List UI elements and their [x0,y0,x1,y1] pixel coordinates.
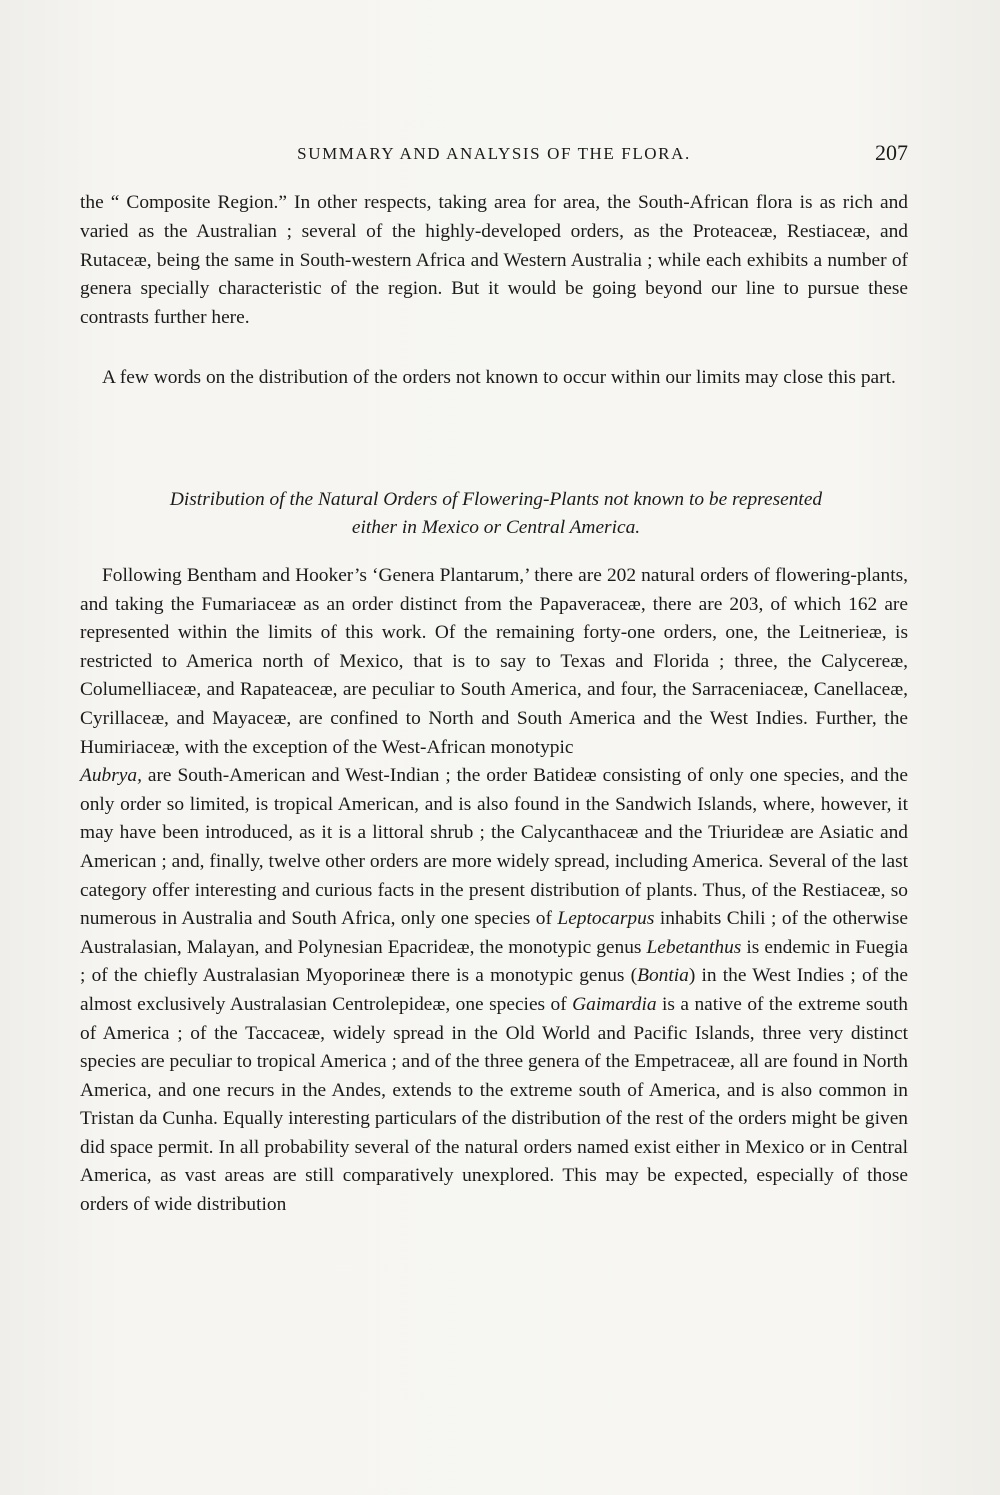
body-text-2: are South-American and West-Indian ; the order Batideæ consisting of only one species, and the only order so limited, is tropical American, and is also found in the Sandwich Islands, where, however, it may have been introduced, as it is a littoral shrub ; the Calycanthaceæ and the Triurideæ are Asiatic and American ; and, finally, twelve other orders are more widely spread, including America. Several of the last category offer interesting and curious facts in the present distribution of plants. Thus, of the Restiaceæ, so numerous in Australia and South Africa, only one species of [80,765,908,930]
genus-bontia: Bontia [637,965,689,987]
page-header [80,140,908,176]
paragraph-distribution [80,562,908,1220]
genus-lebetanthus: Lebetanthus [646,936,742,958]
body-text-6: is a native of the extreme south of America ; of the Taccaceæ, widely spread in the Old World and Pacific Islands, three very distinct species are peculiar to tropical America ; and of the three genera of the Empetraceæ, all are found in North America, and one recurs in the Andes, extends to the extreme south of America, and is also common in Tristan da Cunha. Equally interesting particulars of the distribution of the rest of the orders might be given did space permit. In all probability several of the natural orders named exist either in Mexico or in Central America, as vast areas are still comparatively unexplored. This may be expected, especially of those orders of wide distribution [80,993,908,1216]
paragraph-composite-region: the “ Composite Region.” In other respects, taking area for area, the South-African flora is as rich and varied as the Australian ; several of the highly-developed orders, as the Proteaceæ, Restiaceæ, and Rutaceæ, being the same in South-western Africa and Western Australia ; while each exhibits a number of genera specially characteristic of the region. But it would be going beyond our line to pursue these contrasts further here. [80,192,908,329]
body-text-5: ) in the West Indies ; of the almost exclusively Australasian Centrolepideæ, one species of [80,965,909,1015]
body-text-1: Following Bentham and Hooker’s ‘Genera Plantarum,’ there are 202 natural orders of flowering-plants, and taking the Fumariaceæ as an order distinct from the Papaveraceæ, there are 203, of which 162 are represented within the limits of this work. Of the remaining forty-one orders, one, the Leitnerieæ, is restricted to America north of Mexico, that is to say to Texas and Florida ; three, the Calycereæ, Columelliaceæ, and Rapateaceæ, are peculiar to South America, and four, the Sarraceniaceæ, Canellaceæ, Cyrillaceæ, and Mayaceæ, are confined to North and South America and the West Indies. Further, the Humiriaceæ, with the exception of the West-African monotypic [80,565,908,758]
genus-leptocarpus: Leptocarpus [557,908,655,930]
genus-aubrya: Aubrya, [80,765,142,787]
paragraph-few-words: A few words on the distribution of the orders not known to occur within our limits may close this part. [102,367,896,388]
page-number: 207 [875,140,908,165]
section-heading-line-2: either in Mexico or Central America. [351,517,641,538]
body-text-3: inhabits Chili ; of the otherwise Australasian, Malayan, and Polynesian Epacrideæ, the monotypic genus [80,908,908,958]
running-title: SUMMARY AND ANALYSIS OF THE FLORA. [297,144,691,163]
genus-gaimardia: Gaimardia [572,993,657,1015]
section-heading-line-1: Distribution of the Natural Orders of Flowering-Plants not known to be represented [169,489,823,510]
section-heading [96,486,896,542]
body-text-4: is endemic in Fuegia ; of the chiefly Australasian Myoporineæ there is a monotypic genus ( [80,936,908,987]
